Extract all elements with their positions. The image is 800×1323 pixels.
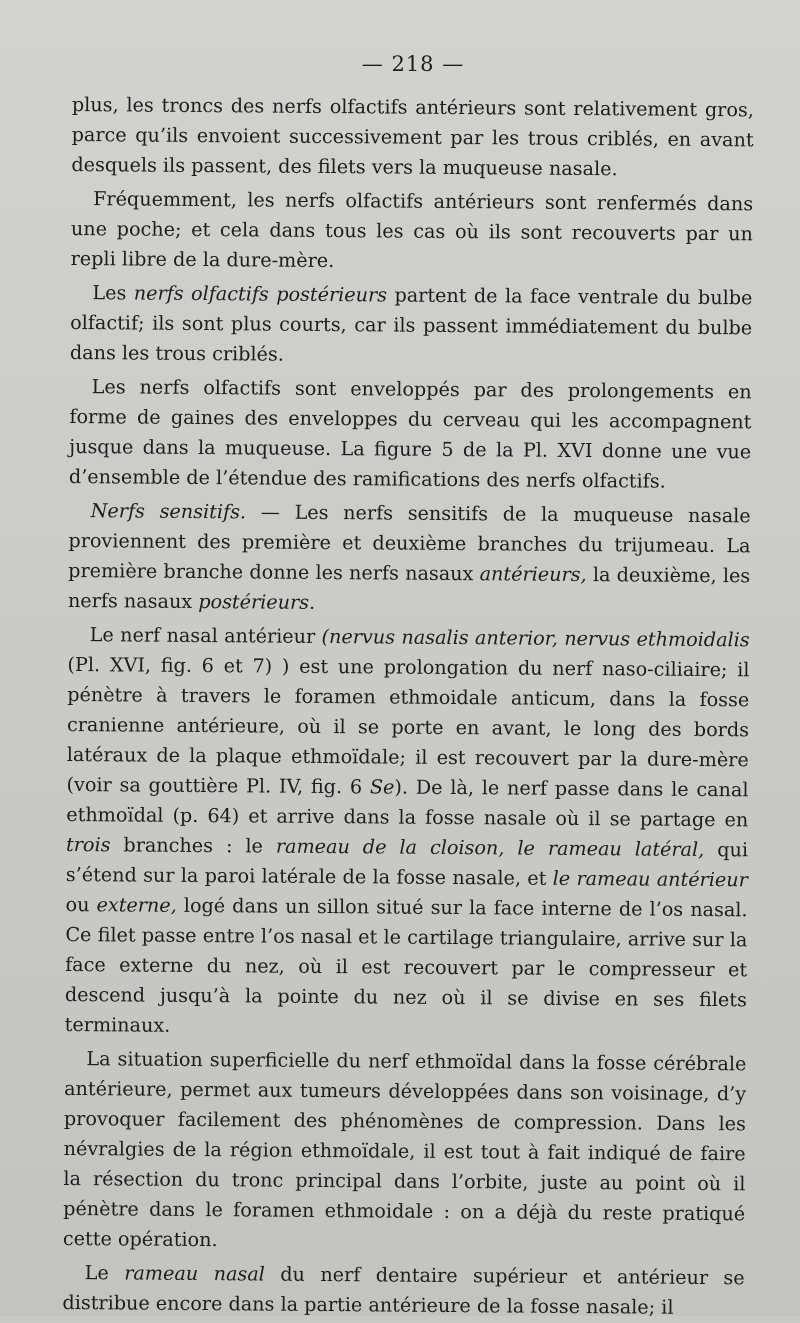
italic-text-segment: (nervus nasalis anterior, nervus ethmoidalis <box>321 624 750 652</box>
paragraph <box>71 90 754 185</box>
text-segment: branches : le <box>110 833 277 858</box>
italic-text-segment: nerfs olfactifs postérieurs <box>133 281 388 307</box>
text-segment: . <box>308 590 316 614</box>
text-segment: Les nerfs olfactifs sont enveloppés par des prolongements en forme de gaines des enveloppes du cerveau qui les accompagnent jusque dans la muqueuse. La figure 5 de la Pl. XVI donne une vue d’ensemble de l’étendue des ramifications des nerfs olfactifs. <box>68 375 752 493</box>
text-segment: Le <box>84 1261 125 1285</box>
body-text <box>62 90 754 1323</box>
text-segment: plus, les troncs des nerfs olfactifs antérieurs sont relativement gros, parce qu’ils envoient successivement par les trous criblés, en avant desquels ils passent, des filets vers la muqueuse nasale. <box>71 92 754 181</box>
text-segment: qui s’étend sur la paroi latérale de la fosse nasale, et <box>65 837 749 890</box>
text-segment: — Les nerfs sensitifs de la muqueuse nasale proviennent des première et deuxième branches du trijumeau. La première branche donne les nerfs nasaux <box>68 500 751 586</box>
paragraph <box>62 1258 744 1323</box>
paragraph <box>63 1044 747 1259</box>
italic-text-segment: rameau de la cloison, le rameau latéral, <box>275 834 705 861</box>
page-number: — 218 — <box>361 52 465 76</box>
italic-text-segment: trois <box>65 832 111 857</box>
text-segment: Fréquemment, les nerfs olfactifs antérieurs sont renfermés dans une poche; et cela dans tous les cas où ils sont recouverts par un repli libre de la dure-mère. <box>70 187 754 273</box>
text-segment: Les <box>92 281 134 305</box>
italic-text-segment: externe, <box>96 893 177 917</box>
italic-text-segment: le rameau antérieur <box>552 866 748 892</box>
text-segment: Le nerf nasal antérieur <box>89 623 322 648</box>
paragraph <box>69 372 752 497</box>
text-segment: la deuxième, les nerfs nasaux <box>67 563 751 614</box>
text-segment: partent de la face ventrale du bulbe olfactif; ils sont plus courts, car ils passent immédiatement du bulbe dans les trous criblés. <box>69 283 753 366</box>
italic-text-segment: antérieurs, <box>479 562 587 587</box>
text-segment: du nerf dentaire supérieur et antérieur se distribue encore dans la partie antérieure de la fosse nasale; il <box>62 1262 745 1319</box>
text-segment: ). De là, le nerf passe dans le canal ethmoïdal (p. 64) et arrive dans la fosse nasale où il se partage en <box>66 775 749 832</box>
paragraph <box>68 496 751 621</box>
italic-text-segment: Nerfs sensitifs. <box>90 499 247 524</box>
text-segment: logé dans un sillon situé sur la face interne de l’os nasal. Ce filet passe entre l’os nasal et le cartilage triangulaire, arrive sur la face externe du nez, où il est recouvert par le compresseur et descend jusqu’à la pointe du nez où il se divise en ses filets terminaux. <box>64 893 748 1037</box>
italic-text-segment: Se <box>369 775 395 799</box>
italic-text-segment: postérieurs <box>198 590 310 614</box>
paragraph <box>71 184 754 279</box>
text-segment: La situation superficielle du nerf ethmoïdal dans la fosse cérébrale antérieure, permet aux tumeurs développées dans son voisinage, d’y provoquer facilement des phénomènes de compression. Dans les névralgies de la région ethmoïdale, il est tout à fait indiqué de faire la résection du tronc principal dans l’orbite, juste au point où il pénètre dans le foramen ethmoidale : on a déjà du reste pratiqué cette opération. <box>62 1047 747 1252</box>
text-segment: ou <box>65 892 97 917</box>
text-segment: (Pl. XVI, fig. 6 et 7) ) est une prolongation du nerf naso-ciliaire; il pénètre à travers le foramen ethmoidale anticum, dans la fosse cranienne antérieure, où il se porte en avant, le long des bords latéraux de la plaque ethmoïdale; il est recouvert par la dure-mère (voir sa gouttière Pl. IV, fig. 6 <box>66 652 750 799</box>
paragraph <box>70 278 753 373</box>
paragraph <box>65 620 750 1045</box>
italic-text-segment: rameau nasal <box>124 1261 265 1286</box>
